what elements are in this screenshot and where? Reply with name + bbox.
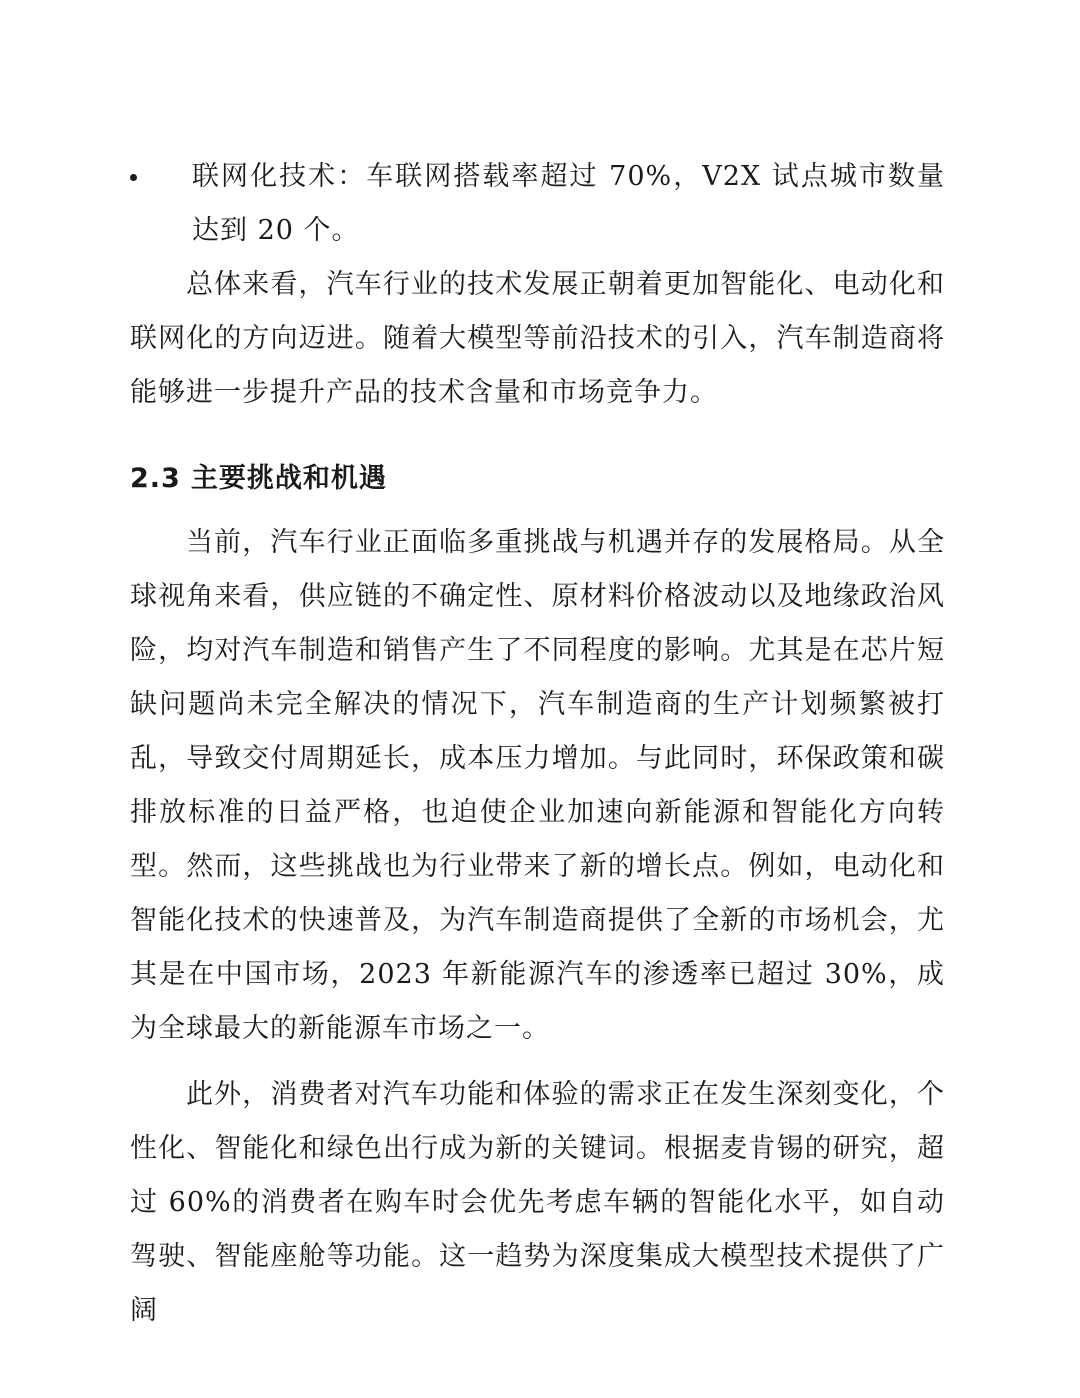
section-heading [130,452,945,506]
section-title: 主要挑战和机遇 [190,463,387,494]
bullet-dot-icon [130,174,137,181]
bullet-text: 联网化技术：车联网搭载率超过 70%，V2X 试点城市数量达到 20 个。 [192,161,945,246]
paragraph-challenges: 当前，汽车行业正面临多重挑战与机遇并存的发展格局。从全球视角来看，供应链的不确定性、原材料价格波动以及地缘政治风险，均对汽车制造和销售产生了不同程度的影响。尤其是在芯片短缺问题尚未完全解决的情况下，汽车制造商的生产计划频繁被打乱，导致交付周期延长，成本压力增加。与此同时，环保政策和碳排放标准的日益严格，也迫使企业加速向新能源和智能化方向转型。然而，这些挑战也为行业带来了新的增长点。例如，电动化和智能化技术的快速普及，为汽车制造商提供了全新的市场机会，尤其是在中国市场，2023 年新能源汽车的渗透率已超过 30%，成为全球最大的新能源车市场之一。 [130,527,945,1044]
section-number: 2.3 [130,463,181,494]
paragraph-summary: 总体来看，汽车行业的技术发展正朝着更加智能化、电动化和联网化的方向迈进。随着大模型等前沿技术的引入，汽车制造商将能够进一步提升产品的技术含量和市场竞争力。 [130,269,945,408]
bullet-item-connectivity [130,150,945,258]
document-page [130,150,945,1338]
paragraph-consumer-trends: 此外，消费者对汽车功能和体验的需求正在发生深刻变化，个性化、智能化和绿色出行成为新的关键词。根据麦肯锡的研究，超过 60%的消费者在购车时会优先考虑车辆的智能化水平，如自动驾驶、智能座舱等功能。这一趋势为深度集成大模型技术提供了广阔 [130,1079,945,1326]
